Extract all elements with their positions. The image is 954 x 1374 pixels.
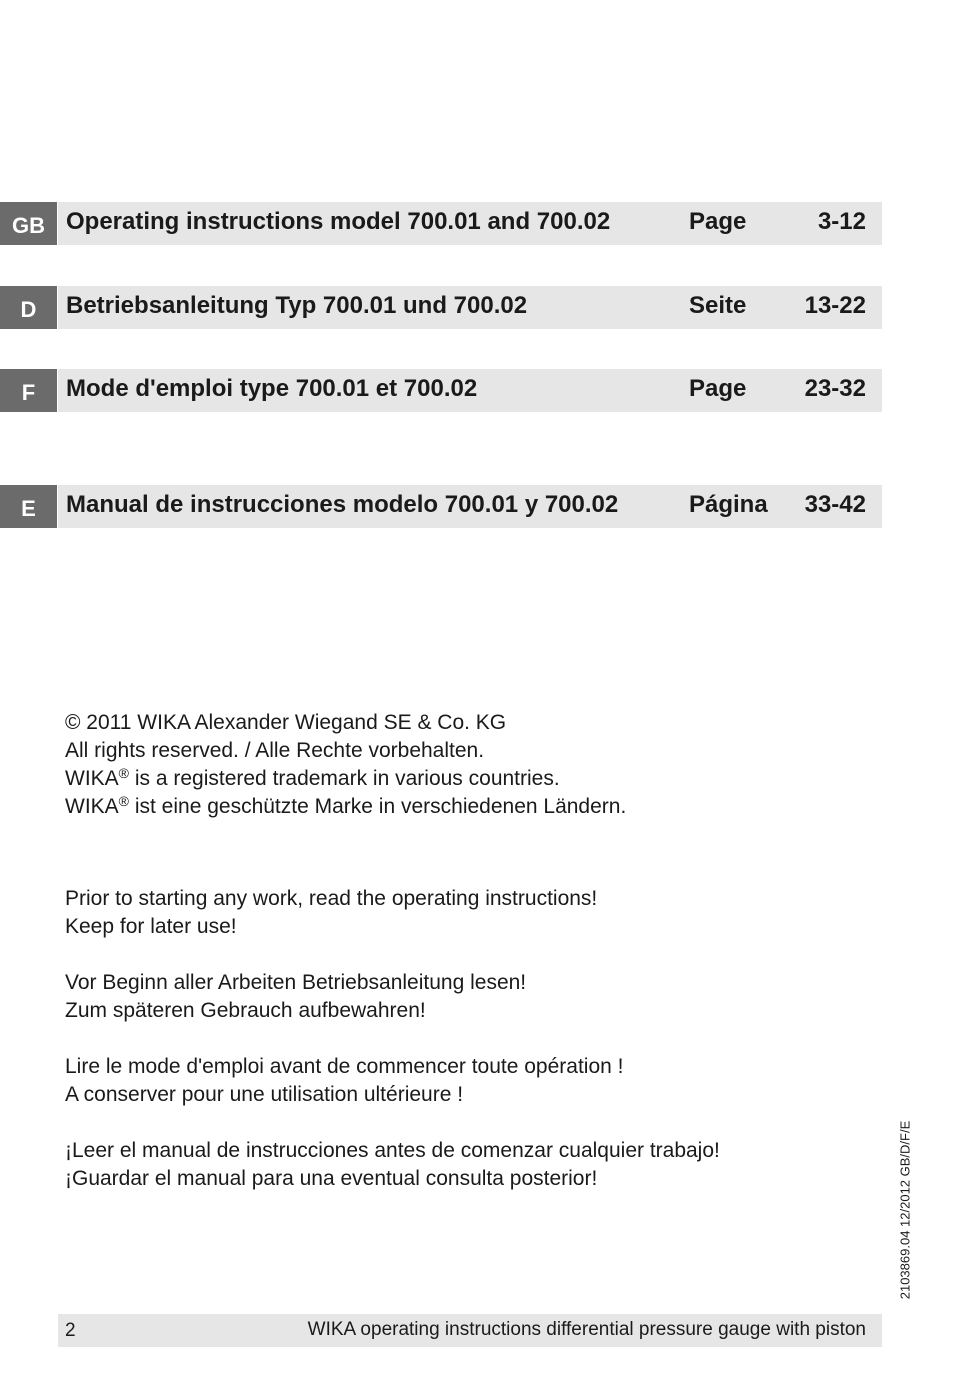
- notice-line: Keep for later use!: [65, 915, 237, 938]
- rights-line: All rights reserved. / Alle Rechte vorbehalten.: [65, 739, 485, 762]
- copyright-block: [65, 709, 626, 821]
- footer-title: WIKA operating instructions differential pressure gauge with piston: [307, 1319, 866, 1340]
- footer-bar: [58, 1314, 882, 1347]
- toc-row-gb[interactable]: [0, 202, 882, 245]
- lang-tab-f: F: [0, 369, 57, 412]
- registered-mark: ®: [118, 793, 129, 809]
- notice-line: Zum späteren Gebrauch aufbewahren!: [65, 999, 426, 1022]
- notice-en: [65, 885, 597, 941]
- copyright-line: © 2011 WIKA Alexander Wiegand SE & Co. KG: [65, 711, 507, 734]
- trademark-line-en: [65, 765, 626, 793]
- toc-page-range: 33-42: [804, 491, 866, 518]
- trademark-text: is a registered trademark in various countries.: [129, 767, 560, 790]
- toc-page-label: Página: [689, 491, 768, 518]
- trademark-line-de: [65, 793, 626, 821]
- toc-bar: [58, 369, 882, 412]
- notice-fr: [65, 1053, 624, 1109]
- toc-bar: [58, 286, 882, 329]
- notice-de: [65, 969, 526, 1025]
- lang-tab-d: D: [0, 286, 57, 329]
- notice-es: [65, 1137, 720, 1193]
- toc-title: Mode d'emploi type 700.01 et 700.02: [66, 375, 478, 402]
- toc-row-e[interactable]: [0, 485, 882, 528]
- toc-page-range: 3-12: [817, 208, 866, 235]
- page-number: 2: [65, 1320, 76, 1341]
- toc-title: Betriebsanleitung Typ 700.01 und 700.02: [66, 292, 528, 319]
- toc-page-label: Seite: [689, 292, 747, 319]
- notice-line: A conserver pour une utilisation ultérieure !: [65, 1083, 464, 1106]
- toc-page-label: Page: [689, 208, 747, 235]
- lang-tab-e: E: [0, 485, 57, 528]
- document-code-text: 2103869.04 12/2012 GB/D/F/E: [897, 1120, 913, 1300]
- toc-page-range: 13-22: [804, 292, 866, 319]
- toc-title: Operating instructions model 700.01 and 700.02: [66, 208, 611, 235]
- notice-line: ¡Guardar el manual para una eventual consulta posterior!: [65, 1167, 598, 1190]
- toc-row-f[interactable]: [0, 369, 882, 412]
- trademark-text: ist eine geschützte Marke in verschiedenen Ländern.: [129, 795, 627, 818]
- toc-page-label: Page: [689, 375, 747, 402]
- notice-line: Lire le mode d'emploi avant de commencer toute opération !: [65, 1055, 624, 1078]
- brand-name: WIKA: [65, 795, 119, 818]
- notice-line: ¡Leer el manual de instrucciones antes de comenzar cualquier trabajo!: [65, 1139, 720, 1162]
- toc-bar: [58, 202, 882, 245]
- brand-name: WIKA: [65, 767, 119, 790]
- registered-mark: ®: [118, 765, 129, 781]
- toc-page-range: 23-32: [804, 375, 866, 402]
- notice-line: Vor Beginn aller Arbeiten Betriebsanleitung lesen!: [65, 971, 527, 994]
- toc-row-d[interactable]: [0, 286, 882, 329]
- notice-line: Prior to starting any work, read the operating instructions!: [65, 887, 598, 910]
- toc-bar: [58, 485, 882, 528]
- lang-tab-gb: GB: [0, 202, 57, 245]
- toc-title: Manual de instrucciones modelo 700.01 y 700.02: [66, 491, 619, 518]
